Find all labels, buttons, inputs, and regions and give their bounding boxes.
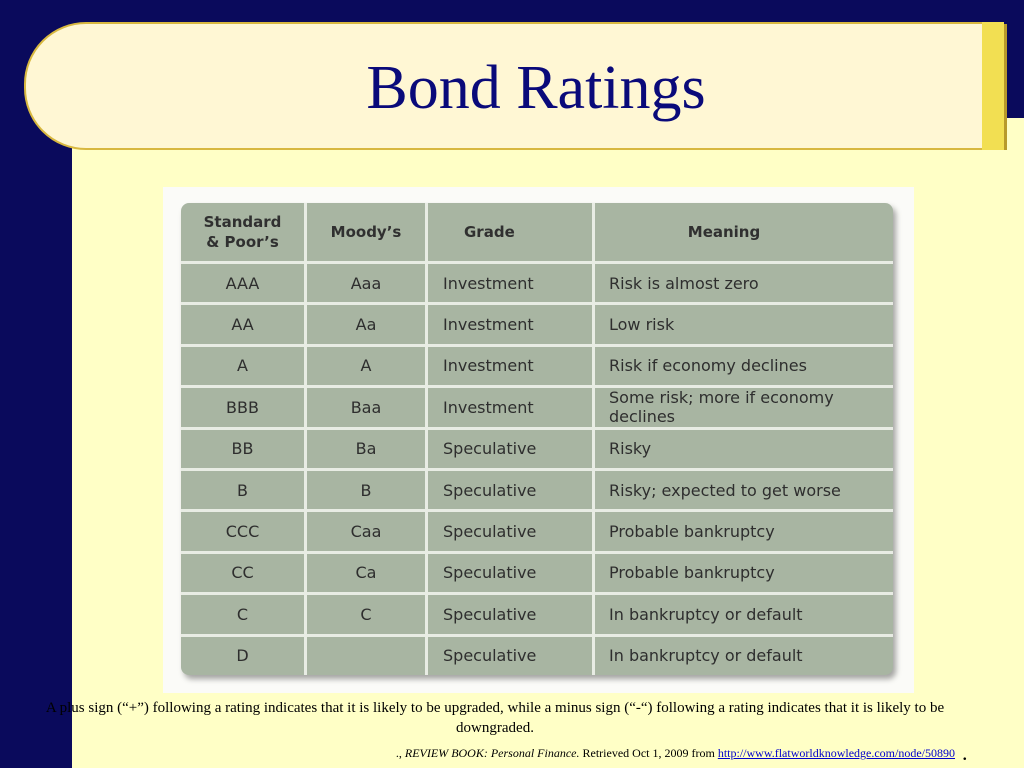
rating-footnote: A plus sign (“+”) following a rating indicates that it is likely to be upgraded, while a minus sign (“-“) following a rating indicates that it is likely to be downgraded. bbox=[45, 700, 945, 736]
cell-grade: Speculative bbox=[427, 428, 594, 469]
cell-moodys-rating: Aa bbox=[306, 304, 427, 345]
table-row bbox=[181, 387, 893, 428]
citation-prefix: ., bbox=[395, 746, 405, 760]
cell-moodys-rating bbox=[306, 635, 427, 675]
cell-grade: Speculative bbox=[427, 552, 594, 593]
header-sp-line2: & Poor’s bbox=[206, 233, 279, 251]
cell-moodys-rating: Ba bbox=[306, 428, 427, 469]
table-row bbox=[181, 552, 893, 593]
cell-sp-rating: B bbox=[181, 469, 306, 510]
table-row bbox=[181, 594, 893, 635]
cell-meaning: Risk if economy declines bbox=[594, 345, 894, 386]
cell-grade: Speculative bbox=[427, 594, 594, 635]
cell-moodys-rating: A bbox=[306, 345, 427, 386]
cell-moodys-rating: Baa bbox=[306, 387, 427, 428]
cell-sp-rating: AA bbox=[181, 304, 306, 345]
cell-meaning: Probable bankruptcy bbox=[594, 552, 894, 593]
cell-meaning: In bankruptcy or default bbox=[594, 594, 894, 635]
cell-sp-rating: BBB bbox=[181, 387, 306, 428]
cell-sp-rating: C bbox=[181, 594, 306, 635]
header-sp-line1: Standard bbox=[203, 213, 282, 231]
cell-grade: Investment bbox=[427, 387, 594, 428]
bond-ratings-table bbox=[181, 203, 893, 675]
table-row bbox=[181, 304, 893, 345]
cell-grade: Speculative bbox=[427, 635, 594, 675]
cell-sp-rating: AAA bbox=[181, 263, 306, 304]
cell-moodys-rating: Caa bbox=[306, 511, 427, 552]
citation-book-title: REVIEW BOOK: Personal Finance. bbox=[404, 746, 580, 760]
table-row bbox=[181, 469, 893, 510]
cell-sp-rating: BB bbox=[181, 428, 306, 469]
table-row bbox=[181, 345, 893, 386]
cell-meaning: Risky bbox=[594, 428, 894, 469]
table-row bbox=[181, 635, 893, 675]
cell-moodys-rating: Ca bbox=[306, 552, 427, 593]
table-header-row bbox=[181, 203, 893, 263]
cell-meaning: Low risk bbox=[594, 304, 894, 345]
cell-sp-rating: D bbox=[181, 635, 306, 675]
header-meaning: Meaning bbox=[594, 203, 894, 263]
cell-meaning: Risk is almost zero bbox=[594, 263, 894, 304]
cell-moodys-rating: Aaa bbox=[306, 263, 427, 304]
cell-meaning: In bankruptcy or default bbox=[609, 646, 803, 666]
cell-grade: Investment bbox=[427, 304, 594, 345]
cell-meaning: Probable bankruptcy bbox=[594, 511, 894, 552]
citation-retrieved: Retrieved Oct 1, 2009 from bbox=[579, 746, 718, 760]
cell-sp-rating: A bbox=[181, 345, 306, 386]
cell-sp-rating: CC bbox=[181, 552, 306, 593]
cell-sp-rating: CCC bbox=[181, 511, 306, 552]
source-citation bbox=[300, 746, 955, 761]
cell-moodys-rating: B bbox=[306, 469, 427, 510]
cell-meaning: Risky; expected to get worse bbox=[594, 469, 894, 510]
header-moodys: Moody’s bbox=[306, 203, 427, 263]
cell-grade: Speculative bbox=[427, 511, 594, 552]
header-standard-poors bbox=[181, 203, 306, 263]
header-grade: Grade bbox=[427, 203, 594, 263]
page-title: Bond Ratings bbox=[366, 54, 706, 122]
citation-link[interactable]: http://www.flatworldknowledge.com/node/50890 bbox=[717, 746, 955, 760]
table-row bbox=[181, 511, 893, 552]
cell-grade: Investment bbox=[427, 345, 594, 386]
ratings-table-card bbox=[181, 203, 893, 675]
cell-moodys-rating: C bbox=[306, 594, 427, 635]
trailing-dot: . bbox=[962, 740, 968, 765]
cell-meaning: Some risk; more if economy declines bbox=[594, 387, 894, 428]
cell-grade: Investment bbox=[427, 263, 594, 304]
table-image-frame bbox=[163, 187, 914, 693]
table-row bbox=[181, 263, 893, 304]
table-row bbox=[181, 428, 893, 469]
cell-grade: Speculative bbox=[427, 469, 594, 510]
